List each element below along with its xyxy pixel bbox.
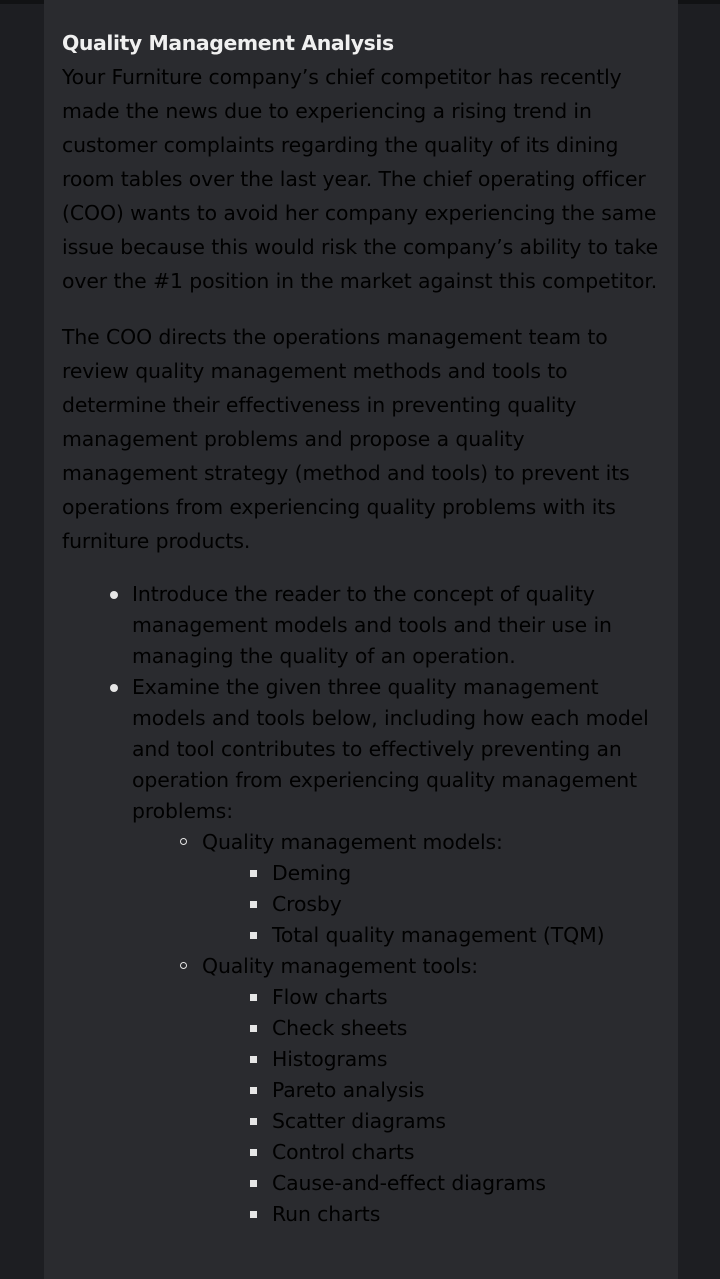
- list-item-text: Examine the given three quality management models and tools below, including how each model and tool contributes to effectively preventing an operation from experiencing quality management problems:: [132, 675, 649, 823]
- bullet-disc-icon: [110, 684, 118, 692]
- bullet-square-icon: [250, 932, 257, 939]
- paragraph-coo-directive: The COO directs the operations management team to review quality management methods and tools to determine their effectiveness in preventing quality management problems and propose a quality management strategy (method and tools) to prevent its operations from experiencing quality problems with its furniture products.: [62, 325, 630, 553]
- list-item: [132, 672, 662, 1230]
- tool-item: Pareto analysis: [272, 1078, 425, 1102]
- bullet-circle-icon: [180, 838, 187, 845]
- tool-item: Cause-and-effect diagrams: [272, 1171, 546, 1195]
- article-title: Quality Management Analysis: [62, 31, 394, 55]
- tool-item: Flow charts: [272, 985, 388, 1009]
- bullet-square-icon: [250, 1180, 257, 1187]
- tools-list: [202, 982, 662, 1230]
- sub-list-item-tools: [202, 951, 662, 1230]
- sub-list: [132, 827, 662, 1230]
- model-item: Total quality management (TQM): [272, 923, 605, 947]
- models-list: [202, 858, 662, 951]
- sub-list-label: Quality management tools:: [202, 954, 479, 978]
- bullet-square-icon: [250, 1149, 257, 1156]
- list-item: [272, 1044, 662, 1075]
- tool-item: Histograms: [272, 1047, 388, 1071]
- list-item: [272, 982, 662, 1013]
- list-item: [272, 920, 662, 951]
- list-item: [272, 858, 662, 889]
- list-item: [272, 1013, 662, 1044]
- sub-list-label: Quality management models:: [202, 830, 503, 854]
- list-item: [272, 889, 662, 920]
- list-item: [272, 1075, 662, 1106]
- list-item: [132, 579, 662, 672]
- list-item: [272, 1168, 662, 1199]
- bullet-square-icon: [250, 1087, 257, 1094]
- model-item: Deming: [272, 861, 352, 885]
- list-item-text: Introduce the reader to the concept of quality management models and tools and their use in managing the quality of an operation.: [132, 582, 612, 668]
- bullet-square-icon: [250, 1056, 257, 1063]
- bullet-square-icon: [250, 1118, 257, 1125]
- bullet-disc-icon: [110, 591, 118, 599]
- bullet-square-icon: [250, 994, 257, 1001]
- tool-item: Scatter diagrams: [272, 1109, 446, 1133]
- model-item: Crosby: [272, 892, 342, 916]
- task-list: [62, 579, 662, 1230]
- bullet-circle-icon: [180, 962, 187, 969]
- bullet-square-icon: [250, 1025, 257, 1032]
- article-content: [62, 26, 662, 1230]
- paragraph-competitor: Your Furniture company’s chief competitor has recently made the news due to experiencing a rising trend in customer complaints regarding the quality of its dining room tables over the last year. The chief operating officer (COO) wants to avoid her company experiencing the same issue because this would risk the company’s ability to take over the #1 position in the market against this competitor.: [62, 65, 659, 293]
- bullet-square-icon: [250, 870, 257, 877]
- tool-item: Run charts: [272, 1202, 381, 1226]
- bullet-square-icon: [250, 1211, 257, 1218]
- list-item: [272, 1137, 662, 1168]
- tool-item: Control charts: [272, 1140, 415, 1164]
- bullet-square-icon: [250, 901, 257, 908]
- sub-list-item-models: [202, 827, 662, 951]
- list-item: [272, 1106, 662, 1137]
- tool-item: Check sheets: [272, 1016, 408, 1040]
- list-item: [272, 1199, 662, 1230]
